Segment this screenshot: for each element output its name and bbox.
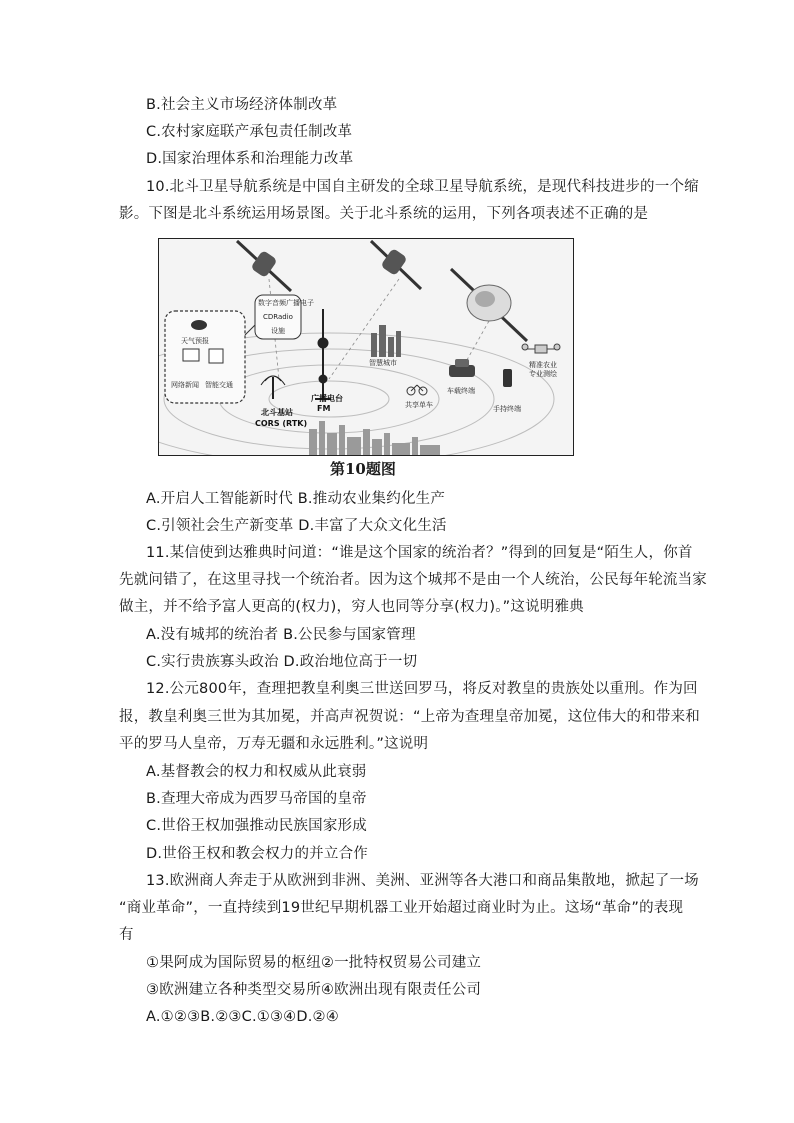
q11-stem-line1: 11.某信使到达雅典时问道：“谁是这个国家的统治者？”得到的回复是“陌生人，你首 (146, 545, 693, 561)
q10-options-line1: A.开启人工智能新时代 B.推动农业集约化生产 (146, 491, 446, 507)
handheld-icon (503, 369, 512, 387)
q9-option-c: C.农村家庭联产承包责任制改革 (146, 124, 353, 140)
label-cdradio-1: 数字音频广播电子 (258, 299, 314, 307)
beidou-scene-illustration (159, 239, 573, 455)
label-cdradio-3: 设施 (271, 327, 285, 335)
satellite-icon-2 (371, 241, 421, 289)
q11-stem-line3: 做主，并不给予富人更高的(权力)，穷人也同等分享(权力)。”这说明雅典 (119, 599, 584, 615)
label-radio-tower-2: FM (317, 404, 331, 413)
q13-stem-line1: 13.欧洲商人奔走于从欧洲到非洲、美洲、亚洲等各大港口和商品集散地，掀起了一场 (146, 873, 699, 889)
label-handheld: 手持终端 (493, 405, 521, 413)
label-cdradio-2: CDRadio (263, 313, 293, 321)
label-shared-bike: 共享单车 (405, 401, 433, 409)
q12-option-c: C.世俗王权加强推动民族国家形成 (146, 818, 367, 834)
monitor-icon (183, 349, 199, 361)
label-agri-1: 精准农业 (529, 361, 557, 369)
bike-icon (407, 385, 427, 395)
q13-options: A.①②③B.②③C.①③④D.②④ (146, 1009, 339, 1025)
q12-option-a: A.基督教会的权力和权威从此衰弱 (146, 764, 367, 780)
satellite-icon-3 (451, 269, 527, 341)
city-skyline (309, 421, 440, 455)
q9-option-b: B.社会主义市场经济体制改革 (146, 97, 338, 113)
q11-stem-line2: 先就问错了，在这里寻找一个统治者。因为这个城邦不是由一个人统治，公民每年轮流当家 (119, 572, 707, 588)
q12-option-b: B.查理大帝成为西罗马帝国的皇帝 (146, 791, 367, 807)
q10-stem-line2: 影。下图是北斗系统运用场景图。关于北斗系统的运用，下列各项表述不正确的是 (119, 206, 649, 222)
q10-stem-line1: 10.北斗卫星导航系统是中国自主研发的全球卫星导航系统，是现代科技进步的一个缩 (146, 179, 699, 195)
q12-stem-line3: 平的罗马人皇帝，万寿无疆和永远胜利。”这说明 (119, 736, 429, 752)
radio-tower-icon (315, 309, 331, 399)
q12-stem-line1: 12.公元800年，查理把教皇利奥三世送回罗马，将反对教皇的贵族处以重刑。作为回 (146, 681, 698, 697)
q13-items-line2: ③欧洲建立各种类型交易所④欧洲出现有限责任公司 (146, 982, 482, 998)
label-agri-2: 专业测绘 (529, 370, 557, 378)
smart-city-icon (371, 325, 401, 357)
q12-option-d: D.世俗王权和教会权力的并立合作 (146, 846, 368, 862)
satellite-icon-1 (237, 241, 291, 291)
beidou-scene-figure (158, 238, 574, 456)
label-base-station-2: CORS (RTK) (255, 419, 308, 428)
q11-options-line2: C.实行贵族寡头政治 D.政治地位高于一切 (146, 654, 418, 670)
cloud-icon (191, 320, 207, 330)
q12-stem-line2: 报，教皇利奥三世为其加冕，并高声祝贺说：“上帝为查理皇帝加冕，这位伟大的和带来和 (119, 709, 701, 725)
label-base-station-1: 北斗基站 (261, 408, 293, 417)
label-news: 网络新闻 (171, 381, 199, 389)
q13-stem-line2: “商业革命”，一直持续到19世纪早期机器工业开始超过商业时为止。这场“革命”的表现 (119, 900, 684, 916)
label-car-terminal: 车载终端 (447, 387, 475, 395)
car-icon (449, 359, 475, 377)
label-traffic: 智能交通 (205, 381, 233, 389)
label-smart-city: 智慧城市 (369, 359, 397, 367)
drone-icon (522, 344, 560, 353)
q9-option-d: D.国家治理体系和治理能力改革 (146, 151, 354, 167)
label-weather: 天气预报 (181, 337, 209, 345)
q11-options-line1: A.没有城邦的统治者 B.公民参与国家管理 (146, 627, 416, 643)
figure-caption: 第10题图 (330, 460, 396, 478)
label-radio-tower-1: 广播电台 (311, 394, 343, 403)
q13-items-line1: ①果阿成为国际贸易的枢纽②一批特权贸易公司建立 (146, 955, 482, 971)
q13-stem-line3: 有 (119, 927, 134, 943)
q10-options-line2: C.引领社会生产新变革 D.丰富了大众文化生活 (146, 518, 447, 534)
traffic-icon (209, 349, 223, 363)
